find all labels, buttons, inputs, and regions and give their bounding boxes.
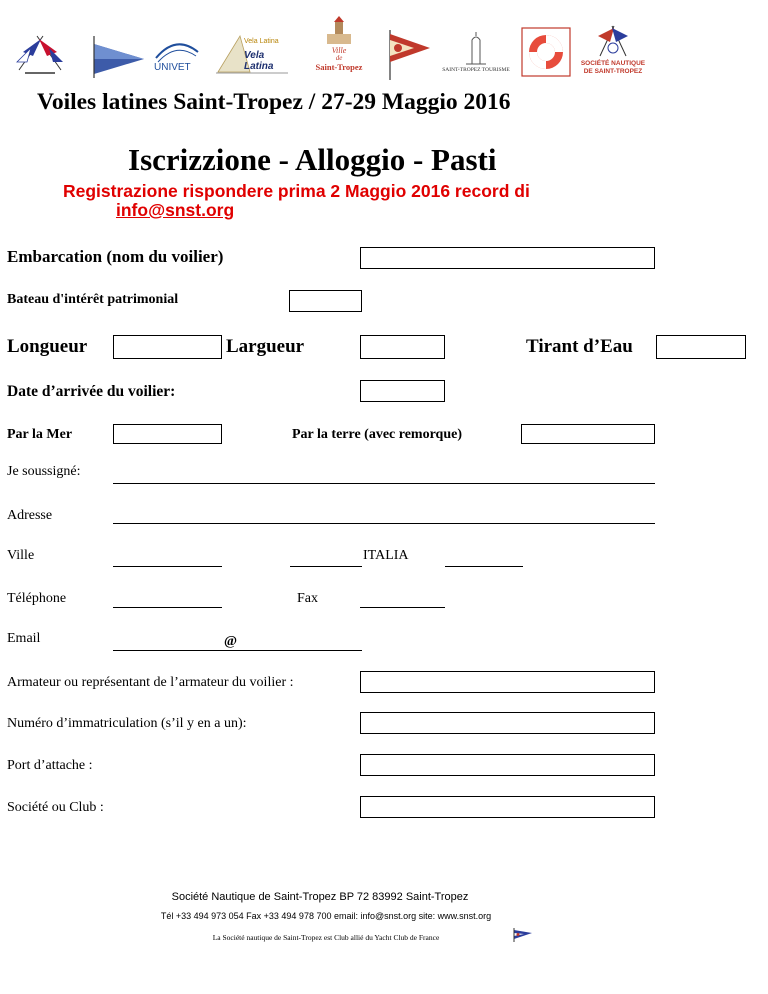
adresse-label: Adresse [7,508,53,523]
bateau-label: Bateau d'intérêt patrimonial [7,292,179,307]
footer-contact: Tél +33 494 973 054 Fax +33 494 978 700 email: info@snst.org site: www.snst.org [160,911,492,921]
flags-logo [5,22,75,80]
email-line[interactable] [113,650,362,651]
tourisme-text: SAINT-TROPEZ TOURISME [442,67,510,73]
snst-line1: SOCIÉTÉ NAUTIQUE [580,60,646,67]
ville-line3: Saint-Tropez [315,62,363,72]
telephone-label: Téléphone [7,591,67,606]
footer-allied: La Société nautique de Saint-Tropez est Club allié du Yacht Club de France [212,933,440,942]
vela-latina-small: Vela Latina [244,38,279,45]
lifebuoy-logo [520,26,572,78]
at-symbol: @ [224,634,238,649]
immatriculation-field[interactable] [360,712,655,734]
ville-line1: Ville [331,46,347,55]
bell-tower-icon [464,30,488,66]
embarcation-label: Embarcation (nom du voilier) [7,247,224,266]
date-arrivee-field[interactable] [360,380,445,402]
societe-field[interactable] [360,796,655,818]
par-la-terre-label: Par la terre (avec remorque) [292,427,463,442]
snst-flags-icon [590,22,636,58]
tourisme-logo [440,30,512,76]
embarcation-field[interactable] [360,247,655,269]
church-tower-icon [324,16,354,46]
soussigne-label: Je soussigné: [7,464,81,479]
par-la-terre-field[interactable] [521,424,655,444]
page-title: Iscrizzione - Alloggio - Pasti [128,142,497,177]
ville-label: Ville [7,548,35,563]
italia-label: ITALIA [363,548,409,563]
event-title: Voiles latines Saint-Tropez / 27-29 Maggio 2016 [37,89,511,115]
club-burgee-logo [384,22,434,80]
vela-latina-text: Vela Latina [244,50,274,72]
vela-latina-logo [210,34,290,74]
province-line[interactable] [445,566,523,567]
armateur-field[interactable] [360,671,655,693]
immatriculation-label: Numéro d’immatriculation (s’il y en a un): [7,716,247,731]
cap-line[interactable] [290,566,362,567]
par-la-mer-label: Par la Mer [7,427,73,442]
univet-logo [150,22,202,80]
tirant-field[interactable] [656,335,746,359]
snst-logo [574,22,652,82]
par-la-mer-field[interactable] [113,424,222,444]
telephone-line[interactable] [113,607,222,608]
port-label: Port d’attache : [7,758,93,773]
pennant-logo [90,22,146,80]
footer-address: Société Nautique de Saint-Tropez BP 72 83992 Saint-Tropez [171,891,469,903]
ville-line2: de [335,54,343,62]
largueur-label: Largueur [226,336,305,357]
fax-line[interactable] [360,607,445,608]
soussigne-line[interactable] [113,483,655,484]
ville-line[interactable] [113,566,222,567]
email-label: Email [7,631,41,646]
univet-text: UNIVET [154,62,191,73]
armateur-label: Armateur ou représentant de l’armateur du voilier : [7,675,294,690]
yacht-club-burgee-icon [512,927,534,943]
notice-email-link[interactable]: info@snst.org [116,200,235,220]
largueur-field[interactable] [360,335,445,359]
fax-label: Fax [297,591,318,606]
adresse-line[interactable] [113,523,655,524]
longueur-label: Longueur [7,336,88,357]
ville-logo [308,16,370,76]
port-field[interactable] [360,754,655,776]
tirant-label: Tirant d’Eau [526,336,633,357]
bateau-field[interactable] [289,290,362,312]
societe-label: Société ou Club : [7,800,104,815]
snst-line2: DE SAINT-TROPEZ [583,68,643,75]
longueur-field[interactable] [113,335,222,359]
date-arrivee-label: Date d’arrivée du voilier: [7,383,176,400]
notice-text: Registrazione rispondere prima 2 Maggio 2016 record di [63,181,530,201]
